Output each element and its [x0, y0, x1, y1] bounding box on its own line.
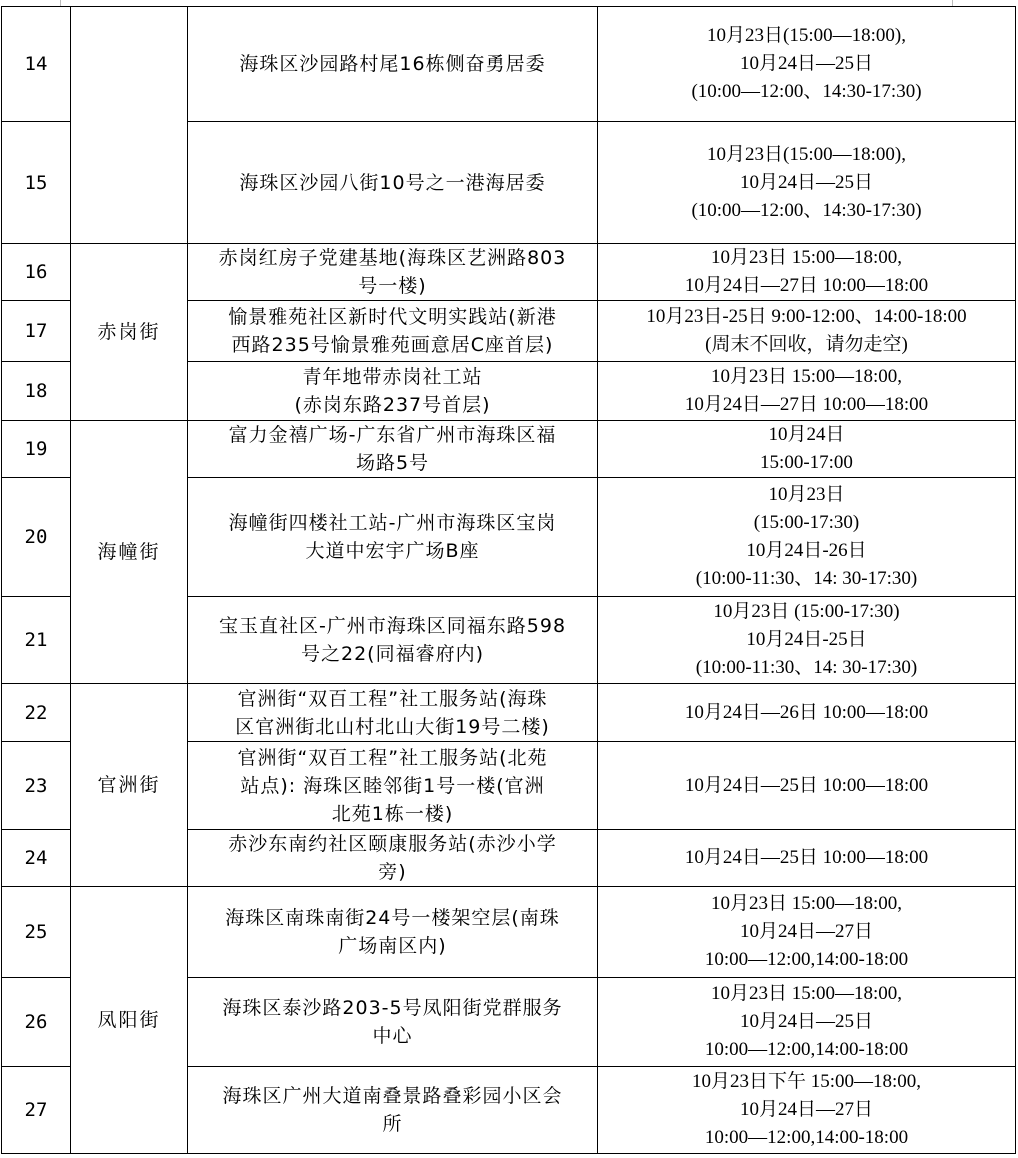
text-line: 10月23日 15:00—18:00,	[710, 247, 903, 268]
text-line: 10:00—12:00,14:00-18:00	[704, 949, 909, 970]
text-line: 站点): 海珠区睦邻街1号一楼(官洲	[240, 774, 545, 797]
text-line: 10月24日-26日	[746, 540, 867, 561]
time-cell	[598, 478, 1016, 597]
text-line: (15:00-17:30)	[753, 512, 860, 533]
time-cell	[598, 7, 1016, 122]
text-line: 10月24日—25日	[739, 1011, 873, 1032]
location-cell	[188, 122, 598, 244]
time-cell	[598, 122, 1016, 244]
text-line: 旁)	[378, 861, 407, 883]
location-cell	[188, 684, 598, 742]
street-cell: 凤阳街	[71, 887, 188, 1154]
row-number-cell: 16	[2, 244, 71, 301]
text-line: 10月24日—26日 10:00—18:00	[684, 701, 929, 723]
text-line: 号一楼)	[358, 275, 427, 297]
row-number-cell: 22	[2, 684, 71, 742]
table-row	[2, 7, 1016, 122]
table-row	[2, 421, 1016, 478]
street-cell: 官洲街	[71, 684, 188, 887]
time-cell	[598, 362, 1016, 421]
text-line: (10:00—12:00、14:30-17:30)	[691, 81, 922, 102]
text-line: 10:00—12:00,14:00-18:00	[704, 1039, 909, 1060]
text-line: (10:00—12:00、14:30-17:30)	[691, 199, 922, 221]
row-number-cell: 15	[2, 122, 71, 244]
text-line: 10月24日—25日 10:00—18:00	[684, 847, 929, 868]
location-cell	[188, 597, 598, 684]
text-line: 海幢街四楼社工站-广州市海珠区宝岗	[228, 512, 557, 534]
row-number-cell: 21	[2, 597, 71, 684]
text-line: 官洲街“双百工程”社工服务站(海珠	[237, 687, 548, 710]
row-number-cell: 14	[2, 7, 71, 122]
row-number-cell: 25	[2, 887, 71, 978]
text-line: 10月23日 15:00—18:00,	[710, 893, 903, 914]
text-line: 10:00—12:00,14:00-18:00	[704, 1127, 909, 1148]
table-row	[2, 887, 1016, 978]
time-cell	[598, 830, 1016, 887]
text-line: 10月23日下午 15:00—18:00,	[691, 1071, 922, 1092]
text-line: (赤岗东路237号首层)	[294, 394, 491, 416]
text-line: 海珠区泰沙路203-5号凤阳街党群服务	[222, 997, 563, 1019]
row-number-cell: 23	[2, 742, 71, 830]
location-cell	[188, 830, 598, 887]
text-line: 大道中宏宇广场B座	[305, 540, 480, 562]
location-cell	[188, 421, 598, 478]
time-cell	[598, 597, 1016, 684]
text-line: 10月24日-25日	[746, 629, 867, 650]
text-line: 中心	[372, 1025, 413, 1047]
text-line: 10月24日—27日 10:00—18:00	[684, 275, 929, 296]
text-line: 10月24日—27日 10:00—18:00	[684, 394, 929, 415]
text-line: 10月24日	[768, 424, 845, 445]
time-cell	[598, 742, 1016, 830]
time-cell	[598, 887, 1016, 978]
location-cell	[188, 362, 598, 421]
text-line: 富力金禧广场-广东省广州市海珠区福	[228, 424, 557, 446]
street-cell: 赤岗街	[71, 244, 188, 421]
text-line: 10月24日—27日	[739, 1099, 873, 1120]
text-line: 海珠区广州大道南叠景路叠彩园小区会	[222, 1085, 563, 1107]
text-line: 海珠区沙园路村尾16栋侧奋勇居委	[239, 53, 546, 75]
text-line: 10月24日—25日	[739, 53, 873, 74]
street-cell	[71, 7, 188, 244]
text-line: (10:00-11:30、14: 30-17:30)	[695, 568, 918, 589]
street-cell: 海幢街	[71, 421, 188, 684]
row-number-cell: 24	[2, 830, 71, 887]
text-line: (10:00-11:30、14: 30-17:30)	[695, 657, 918, 678]
location-cell	[188, 742, 598, 830]
text-line: 赤沙东南约社区颐康服务站(赤沙小学	[228, 833, 557, 855]
text-line: 赤岗红房子党建基地(海珠区艺洲路803	[218, 247, 567, 269]
location-cell	[188, 978, 598, 1067]
row-number-cell: 17	[2, 301, 71, 362]
location-cell	[188, 7, 598, 122]
location-cell	[188, 244, 598, 301]
text-line: 10月23日(15:00—18:00),	[707, 143, 906, 165]
text-line: 青年地带赤岗社工站	[302, 366, 483, 388]
text-line: 区官洲街北山村北山大街19号二楼)	[235, 715, 550, 738]
table-row	[2, 244, 1016, 301]
table-row	[2, 684, 1016, 742]
location-cell	[188, 887, 598, 978]
location-cell	[188, 301, 598, 362]
time-cell	[598, 978, 1016, 1067]
text-line: 西路235号愉景雅苑画意居C座首层)	[231, 334, 554, 356]
text-line: 10月24日—27日	[739, 921, 873, 942]
time-cell	[598, 421, 1016, 478]
text-line: 北苑1栋一楼)	[331, 802, 454, 825]
text-line: 愉景雅苑社区新时代文明实践站(新港	[228, 306, 557, 328]
text-line: 号之22(同福睿府内)	[300, 643, 484, 665]
text-line: 海珠区南珠南街24号一楼架空层(南珠	[225, 907, 560, 929]
time-cell	[598, 301, 1016, 362]
collection-points-table	[1, 6, 1016, 1154]
text-line: 10月23日	[768, 484, 845, 505]
text-line: 10月23日 (15:00-17:30)	[713, 601, 900, 622]
text-line: 所	[382, 1113, 403, 1135]
row-number-cell: 18	[2, 362, 71, 421]
time-cell	[598, 1067, 1016, 1154]
text-line: 广场南区内)	[338, 935, 447, 957]
row-number-cell: 19	[2, 421, 71, 478]
location-cell	[188, 1067, 598, 1154]
text-line: 10月23日 15:00—18:00,	[710, 366, 903, 387]
text-line: 10月24日—25日 10:00—18:00	[684, 774, 929, 796]
time-cell	[598, 244, 1016, 301]
text-line: 海珠区沙园八街10号之一港海居委	[239, 171, 546, 194]
row-number-cell: 26	[2, 978, 71, 1067]
text-line: 10月23日(15:00—18:00),	[707, 25, 906, 46]
text-line: 10月24日—25日	[739, 171, 873, 193]
location-cell	[188, 478, 598, 597]
text-line: 场路5号	[355, 452, 430, 474]
time-cell	[598, 684, 1016, 742]
text-line: (周末不回收，请勿走空)	[705, 334, 908, 355]
text-line: 15:00-17:00	[760, 452, 853, 473]
text-line: 官洲街“双百工程”社工服务站(北苑	[237, 746, 548, 769]
text-line: 宝玉直社区-广州市海珠区同福东路598	[218, 615, 567, 637]
row-number-cell: 20	[2, 478, 71, 597]
text-line: 10月23日-25日 9:00-12:00、14:00-18:00	[646, 306, 967, 327]
row-number-cell: 27	[2, 1067, 71, 1154]
text-line: 10月23日 15:00—18:00,	[710, 983, 903, 1004]
